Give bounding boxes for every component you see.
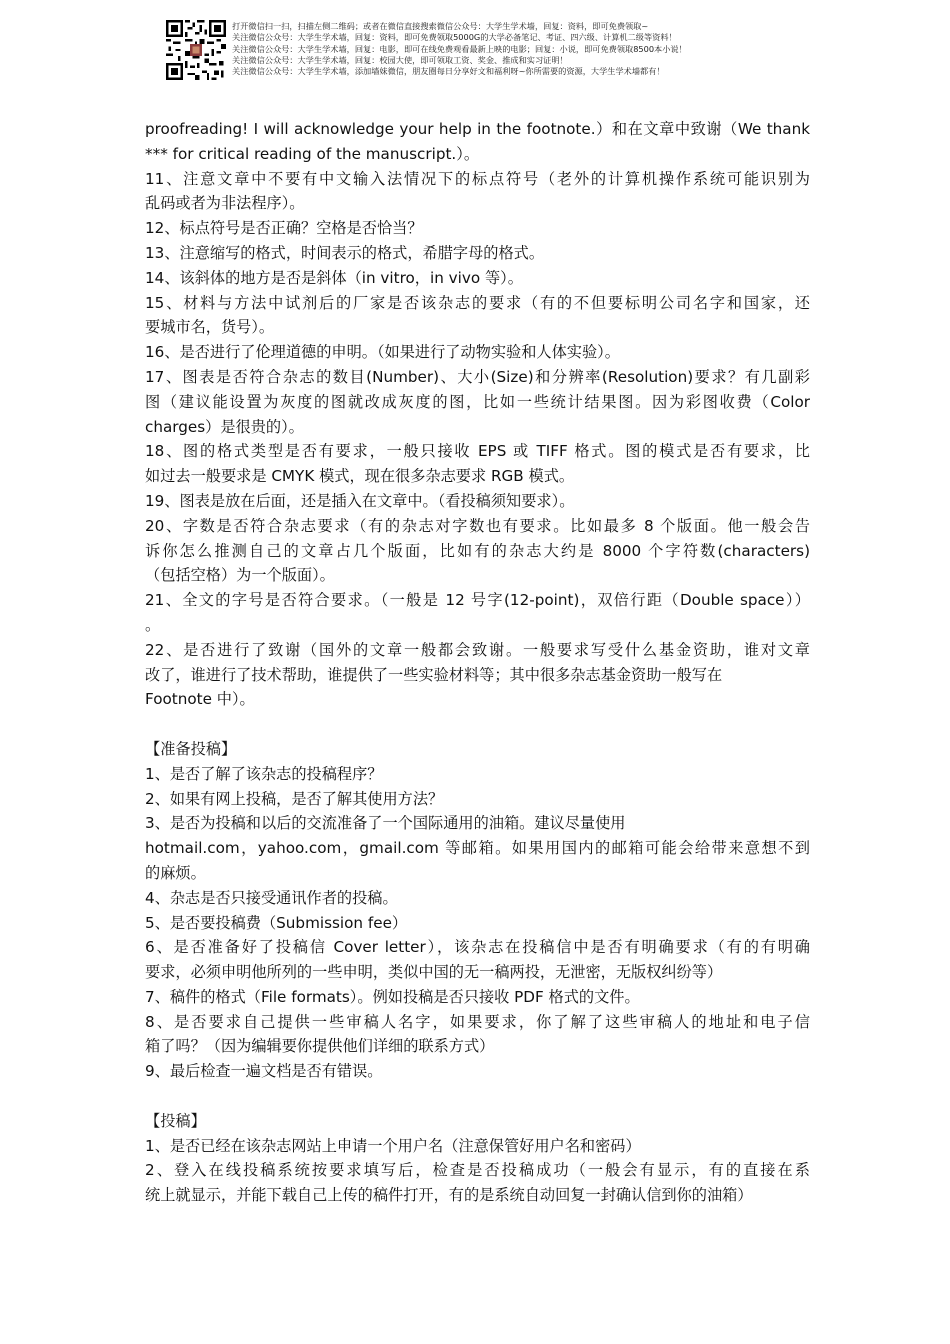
banner-text — [232, 20, 687, 77]
body-line: 22、是否进行了致谢（国外的文章一般都会致谢。一般要求写受什么基金资助，谁对文章 — [145, 640, 810, 659]
body-line: 乱码或者为非法程序）。 — [145, 194, 305, 213]
body-line: 8、是否要求自己提供一些审稿人名字，如果要求，你了解了这些审稿人的地址和电子信 — [145, 1012, 810, 1031]
body-line: 2、如果有网上投稿，是否了解其使用方法？ — [145, 789, 444, 808]
banner-line: 关注微信公众号：大学生学术墙，回复：校园大使，即可领取工资、奖金、推成和实习证明！ — [232, 54, 568, 65]
body-line: 改了，谁进行了技术帮助，谁提供了一些实验材料等；其中很多杂志基金资助一般写在 — [145, 665, 723, 684]
body-line: 5、是否要投稿费（Submission fee） — [145, 913, 408, 932]
body-line: 诉你怎么推测自己的文章占几个版面，比如有的杂志大约是 8000 个字符数(characters) — [145, 541, 810, 560]
body-line: 17、图表是否符合杂志的数目(Number)、大小(Size)和分辨率(Resolution)要求？有几副彩 — [145, 367, 810, 386]
banner-line: 打开微信扫一扫，扫描左侧二维码；或者在微信直接搜索微信公众号：大学生学术墙，回复：资料，即可免费领取~ — [232, 21, 649, 31]
body-line: 要城市名，货号）。 — [145, 318, 275, 337]
body-line: 14、该斜体的地方是否是斜体（in vitro，in vivo 等）。 — [145, 268, 523, 287]
body-line: 的麻烦。 — [145, 863, 206, 882]
body-line: （包括空格）为一个版面）。 — [145, 566, 335, 585]
body-line: 1、是否已经在该杂志网站上申请一个用户名（注意保管好用户名和密码） — [145, 1136, 641, 1155]
banner-line: 关注微信公众号：大学生学术墙，添加墙妹微信，朋友圈每日分享好文和福利呀~你所需要的资源，大学生学术墙都有！ — [232, 66, 665, 77]
body-line: 1、是否了解了该杂志的投稿程序？ — [145, 764, 383, 783]
body-line: 如过去一般要求是 CMYK 模式，现在很多杂志要求 RGB 模式。 — [145, 467, 575, 486]
body-line: hotmail.com，yahoo.com，gmail.com 等邮箱。如果用国内的邮箱可能会给带来意想不到 — [145, 839, 810, 858]
document-body — [145, 117, 810, 1208]
body-line: 6、是否准备好了投稿信 Cover letter），该杂志在投稿信中是否有明确要求（有的有明确 — [145, 938, 810, 957]
banner-line: 关注微信公众号：大学生学术墙，回复：资料，即可免费领取5000G的大学必备笔记、考证、四六级、计算机二级等资料！ — [232, 32, 677, 43]
body-line: 12、标点符号是否正确？空格是否恰当？ — [145, 219, 423, 238]
body-line: 图（建议能设置为灰度的图就改成灰度的图，比如一些统计结果图。因为彩图收费（Color — [145, 392, 810, 411]
body-line: 。 — [145, 615, 161, 634]
body-line: 21、全文的字号是否符合要求。（一般是 12 号字(12-point)，双倍行距（Double space）） — [145, 591, 810, 610]
body-line: 15、材料与方法中试剂后的厂家是否该杂志的要求（有的不但要标明公司名字和国家，还 — [145, 293, 810, 312]
section-heading: 【投稿】 — [145, 1111, 206, 1130]
body-line: 13、注意缩写的格式，时间表示的格式，希腊字母的格式。 — [145, 243, 545, 262]
section-heading: 【准备投稿】 — [145, 739, 237, 758]
blank-line — [145, 1084, 810, 1109]
body-line: 11、注意文章中不要有中文输入法情况下的标点符号（老外的计算机操作系统可能识别为 — [145, 169, 810, 188]
body-line: 4、杂志是否只接受通讯作者的投稿。 — [145, 888, 398, 907]
body-line: Footnote 中）。 — [145, 690, 255, 709]
body-line: *** for critical reading of the manuscript.）。 — [145, 144, 480, 163]
body-line: charges）是很贵的）。 — [145, 417, 304, 436]
banner-line: 关注微信公众号：大学生学术墙，回复：电影，即可在线免费观看最新上映的电影；回复：小说，即可免费领取8500本小说！ — [232, 43, 687, 54]
body-line: 3、是否为投稿和以后的交流准备了一个国际通用的油箱。建议尽量使用 — [145, 814, 626, 833]
body-line: 18、图的格式类型是否有要求，一般只接收 EPS 或 TIFF 格式。图的模式是否有要求，比 — [145, 442, 810, 461]
body-line: 16、是否进行了伦理道德的申明。（如果进行了动物实验和人体实验）。 — [145, 343, 620, 362]
body-line: 20、字数是否符合杂志要求（有的杂志对字数也有要求。比如最多 8 个版面。他一般会告 — [145, 516, 810, 535]
body-line: 要求，必须申明他所列的一些申明，类似中国的无一稿两投，无泄密，无版权纠纷等） — [145, 963, 723, 982]
body-line: 19、图表是放在后面，还是插入在文章中。（看投稿须知要求）。 — [145, 491, 575, 510]
body-line: 2、登入在线投稿系统按要求填写后，检查是否投稿成功（一般会有显示，有的直接在系 — [145, 1161, 810, 1180]
body-line: proofreading! I will acknowledge your help in the footnote.）和在文章中致谢（We thank — [145, 120, 810, 138]
qr-code-icon — [166, 20, 226, 80]
body-line: 统上就显示，并能下载自己上传的稿件打开，有的是系统自动回复一封确认信到你的油箱） — [145, 1186, 753, 1205]
body-line: 箱了吗？（因为编辑要你提供他们详细的联系方式） — [145, 1037, 495, 1056]
header-banner — [166, 20, 687, 86]
body-line: 7、稿件的格式（File formats）。例如投稿是否只接收 PDF 格式的文件。 — [145, 987, 640, 1006]
body-line: 9、最后检查一遍文档是否有错误。 — [145, 1062, 383, 1081]
blank-line — [145, 712, 810, 737]
